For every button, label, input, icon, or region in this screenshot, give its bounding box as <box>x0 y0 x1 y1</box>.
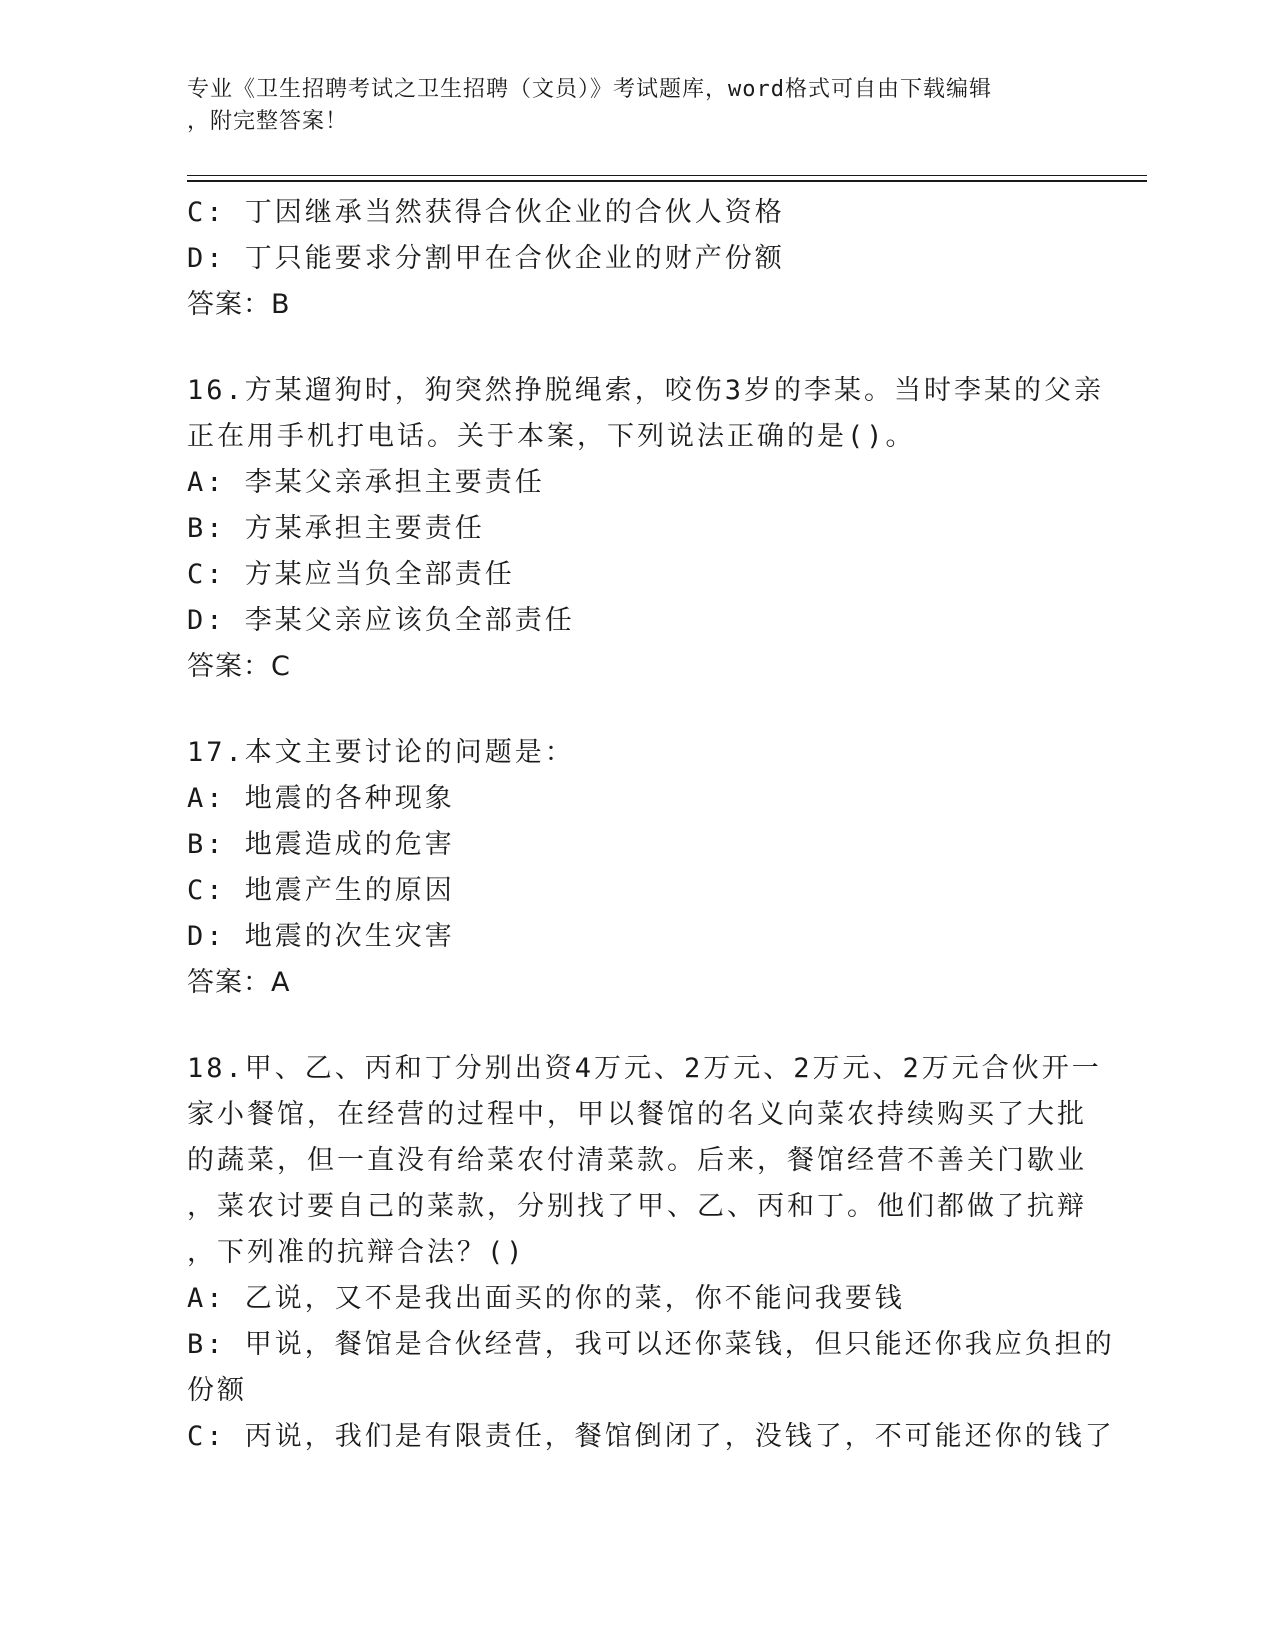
question-text-line: ，菜农讨要自己的菜款，分别找了甲、乙、丙和丁。他们都做了抗辩 <box>187 1191 1087 1222</box>
header-rule-thin <box>187 175 1147 176</box>
document-header <box>187 74 1087 138</box>
spacer <box>187 328 1087 368</box>
header-line-1: 专业《卫生招聘考试之卫生招聘（文员）》考试题库，word格式可自由下载编辑 <box>187 77 992 102</box>
question-text-line: 16.方某遛狗时，狗突然挣脱绳索，咬伤3岁的李某。当时李某的父亲 <box>187 375 1105 406</box>
option-c: C: 方某应当负全部责任 <box>187 559 515 590</box>
option-b: B: 方某承担主要责任 <box>187 513 485 544</box>
question-text-line: 的蔬菜，但一直没有给菜农付清菜款。后来，餐馆经营不善关门歇业 <box>187 1145 1087 1176</box>
question-text-line: 17.本文主要讨论的问题是： <box>187 737 575 768</box>
document-body <box>187 190 1115 1460</box>
question-17 <box>187 730 1087 1006</box>
option-b: B: 地震造成的危害 <box>187 829 455 860</box>
option-a: A: 地震的各种现象 <box>187 783 455 814</box>
option-a: A: 乙说，又不是我出面买的你的菜，你不能问我要钱 <box>187 1283 905 1314</box>
header-rule-thick <box>187 180 1147 182</box>
question-15-tail <box>187 190 1087 328</box>
spacer <box>187 690 1087 730</box>
option-a: A: 李某父亲承担主要责任 <box>187 467 545 498</box>
answer: 答案：B <box>187 289 291 320</box>
question-text-line: 家小餐馆，在经营的过程中，甲以餐馆的名义向菜农持续购买了大批 <box>187 1099 1087 1130</box>
question-18 <box>187 1046 1115 1460</box>
answer: 答案：C <box>187 651 291 682</box>
answer: 答案：A <box>187 967 291 998</box>
option-b: B: 甲说，餐馆是合伙经营，我可以还你菜钱，但只能还你我应负担的 <box>187 1329 1115 1360</box>
question-text-line: 18.甲、乙、丙和丁分别出资4万元、2万元、2万元、2万元合伙开一 <box>187 1053 1102 1084</box>
option-d: D: 李某父亲应该负全部责任 <box>187 605 575 636</box>
question-text-line: 正在用手机打电话。关于本案，下列说法正确的是()。 <box>187 421 916 452</box>
spacer <box>187 1006 1087 1046</box>
option-c: C: 丙说，我们是有限责任，餐馆倒闭了，没钱了，不可能还你的钱了 <box>187 1421 1115 1452</box>
header-line-2: ，附完整答案！ <box>187 109 349 134</box>
option-d: D: 丁只能要求分割甲在合伙企业的财产份额 <box>187 243 785 274</box>
question-text-line: ，下列准的抗辩合法？() <box>187 1237 526 1268</box>
question-16 <box>187 368 1105 690</box>
option-c: C: 地震产生的原因 <box>187 875 455 906</box>
option-b-continued: 份额 <box>187 1375 247 1406</box>
option-c: C: 丁因继承当然获得合伙企业的合伙人资格 <box>187 197 785 228</box>
option-d: D: 地震的次生灾害 <box>187 921 455 952</box>
